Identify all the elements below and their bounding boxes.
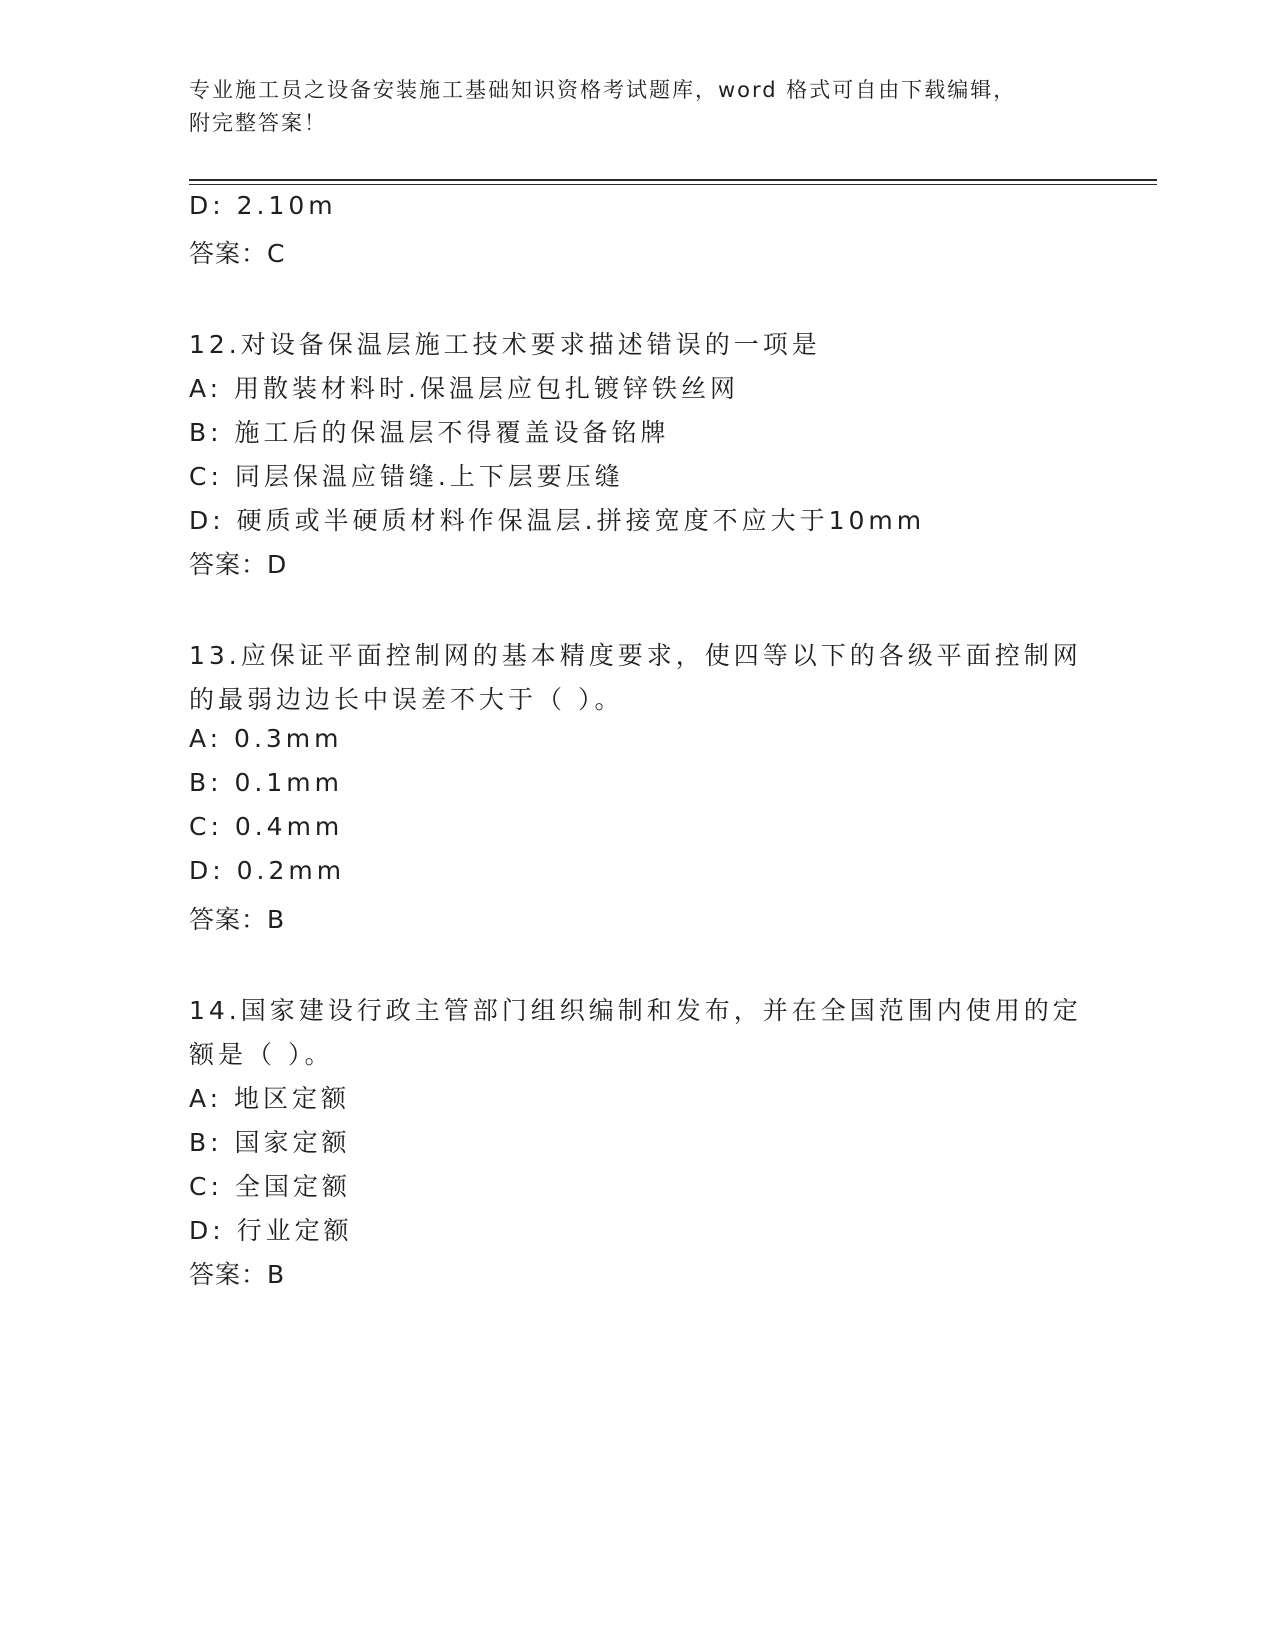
answer-line: 答案：D (189, 550, 288, 579)
answer-line: 答案：B (189, 905, 286, 934)
header-rule-thick (189, 179, 1157, 181)
question-line: 13.应保证平面控制网的基本精度要求，使四等以下的各级平面控制网 (189, 641, 1082, 670)
option-line: D: 2.10m (189, 191, 337, 220)
option-line: B: 施工后的保温层不得覆盖设备铭牌 (189, 418, 670, 447)
option-line: C: 同层保温应错缝.上下层要压缝 (189, 462, 624, 491)
question-line: 的最弱边边长中误差不大于（ ）。 (189, 685, 624, 714)
document-header: 专业施工员之设备安装施工基础知识资格考试题库，word 格式可自由下载编辑， 附完整答案！ (189, 78, 1017, 135)
answer-line: 答案：C (189, 239, 286, 268)
answer-line: 答案：B (189, 1260, 286, 1289)
option-line: C: 0.4mm (189, 812, 344, 841)
header-rule-thin (189, 184, 1157, 185)
question-line: 14.国家建设行政主管部门组织编制和发布，并在全国范围内使用的定 (189, 996, 1082, 1025)
option-line: B: 国家定额 (189, 1128, 351, 1157)
option-line: D: 行业定额 (189, 1216, 353, 1245)
option-line: A: 地区定额 (189, 1084, 351, 1113)
question-line: 12.对设备保温层施工技术要求描述错误的一项是 (189, 330, 821, 359)
option-line: D: 硬质或半硬质材料作保温层.拼接宽度不应大于10mm (189, 506, 926, 535)
option-line: C: 全国定额 (189, 1172, 351, 1201)
option-line: A: 用散装材料时.保温层应包扎镀锌铁丝网 (189, 374, 739, 403)
option-line: B: 0.1mm (189, 768, 343, 797)
option-line: D: 0.2mm (189, 856, 346, 885)
question-line: 额是（ ）。 (189, 1040, 334, 1069)
option-line: A: 0.3mm (189, 724, 343, 753)
